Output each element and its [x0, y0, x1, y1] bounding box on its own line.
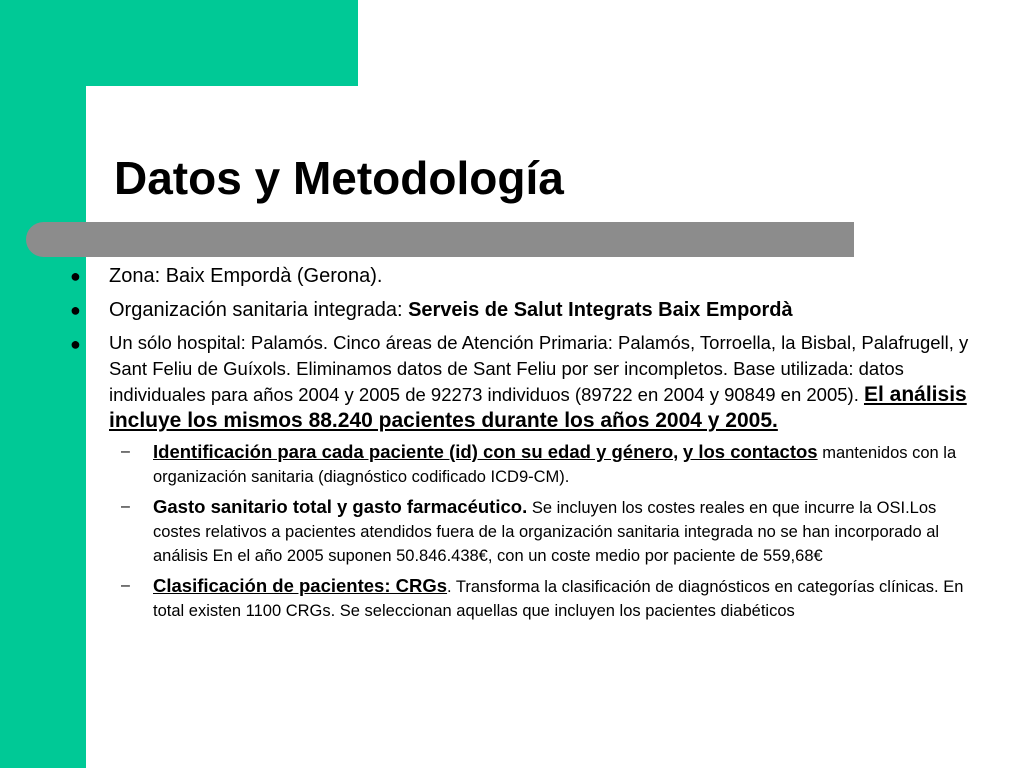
sub-item-clasificacion: – Clasificación de pacientes: CRGs. Transforma la clasificación de diagnósticos en categorías clínicas. En total existen 1100 CRGs. Se seleccionan aquellas que incluyen los pacientes diabéticos — [121, 575, 964, 620]
sub-heading: Clasificación de pacientes: CRGs — [153, 575, 448, 596]
bullet-dot-icon: ● — [70, 266, 81, 286]
sub-text: mantenidos con la organización sanitaria (diagnóstico codificado ICD9-CM). — [153, 444, 957, 486]
sub-item-identificacion — [68, 440, 988, 489]
slide-title: Datos y Metodología — [114, 152, 564, 204]
bullet-item-hospital — [68, 330, 988, 434]
sub-item-gasto — [68, 495, 988, 568]
slide-content — [68, 262, 988, 623]
dash-icon: – — [121, 577, 130, 594]
bullet-bold-text: Serveis de Salut Integrats Baix Empordà — [408, 299, 793, 321]
bullet-dot-icon: ● — [70, 300, 81, 320]
sub-heading: Gasto sanitario total y gasto farmacéutico. — [153, 496, 528, 517]
dash-icon: – — [121, 498, 130, 515]
bullet-text: Organización sanitaria integrada: — [109, 299, 409, 321]
dash-icon: – — [121, 443, 130, 460]
title-underline-bar — [26, 222, 854, 257]
sub-text: Transforma la clasificación de diagnósticos en categorías clínicas. En total existen 1100 CRGs. Se seleccionan aquellas que incluyen los pacientes diabéticos — [153, 578, 964, 620]
bullet-text: Un sólo hospital: Palamós. Cinco áreas de Atención Primaria: Palamós, Torroella, la Bisbal, Palafrugell, y Sant Feliu de Guíxols. Eliminamos datos de Sant Feliu por ser incompletos. Base utilizada: datos individuales para años 2004 y 2005 de 92273 individuos (89722 en 2004 y 90849 en 2005). — [109, 332, 969, 405]
sub-heading: Identificación para cada paciente (id) con su edad y género, — [153, 441, 679, 462]
bullet-item-zona — [68, 262, 988, 291]
sub-heading-continued: y los contactos — [682, 441, 818, 462]
bullet-text: Zona: Baix Empordà (Gerona). — [109, 265, 383, 287]
top-accent-block — [0, 0, 358, 86]
bullet-dot-icon: ● — [70, 334, 81, 354]
bullet-emphasis-text: El análisis incluye los mismos 88.240 pacientes durante los años 2004 y 2005. — [109, 383, 967, 432]
bullet-item-organizacion — [68, 296, 988, 325]
sub-text: Se incluyen los costes reales en que incurre la OSI.Los costes relativos a pacientes atendidos fuera de la organización sanitaria integrada no se han incorporado al análisis En el año 2005 suponen 50.846.438€, con un coste medio por paciente de 559,68€ — [153, 499, 940, 565]
